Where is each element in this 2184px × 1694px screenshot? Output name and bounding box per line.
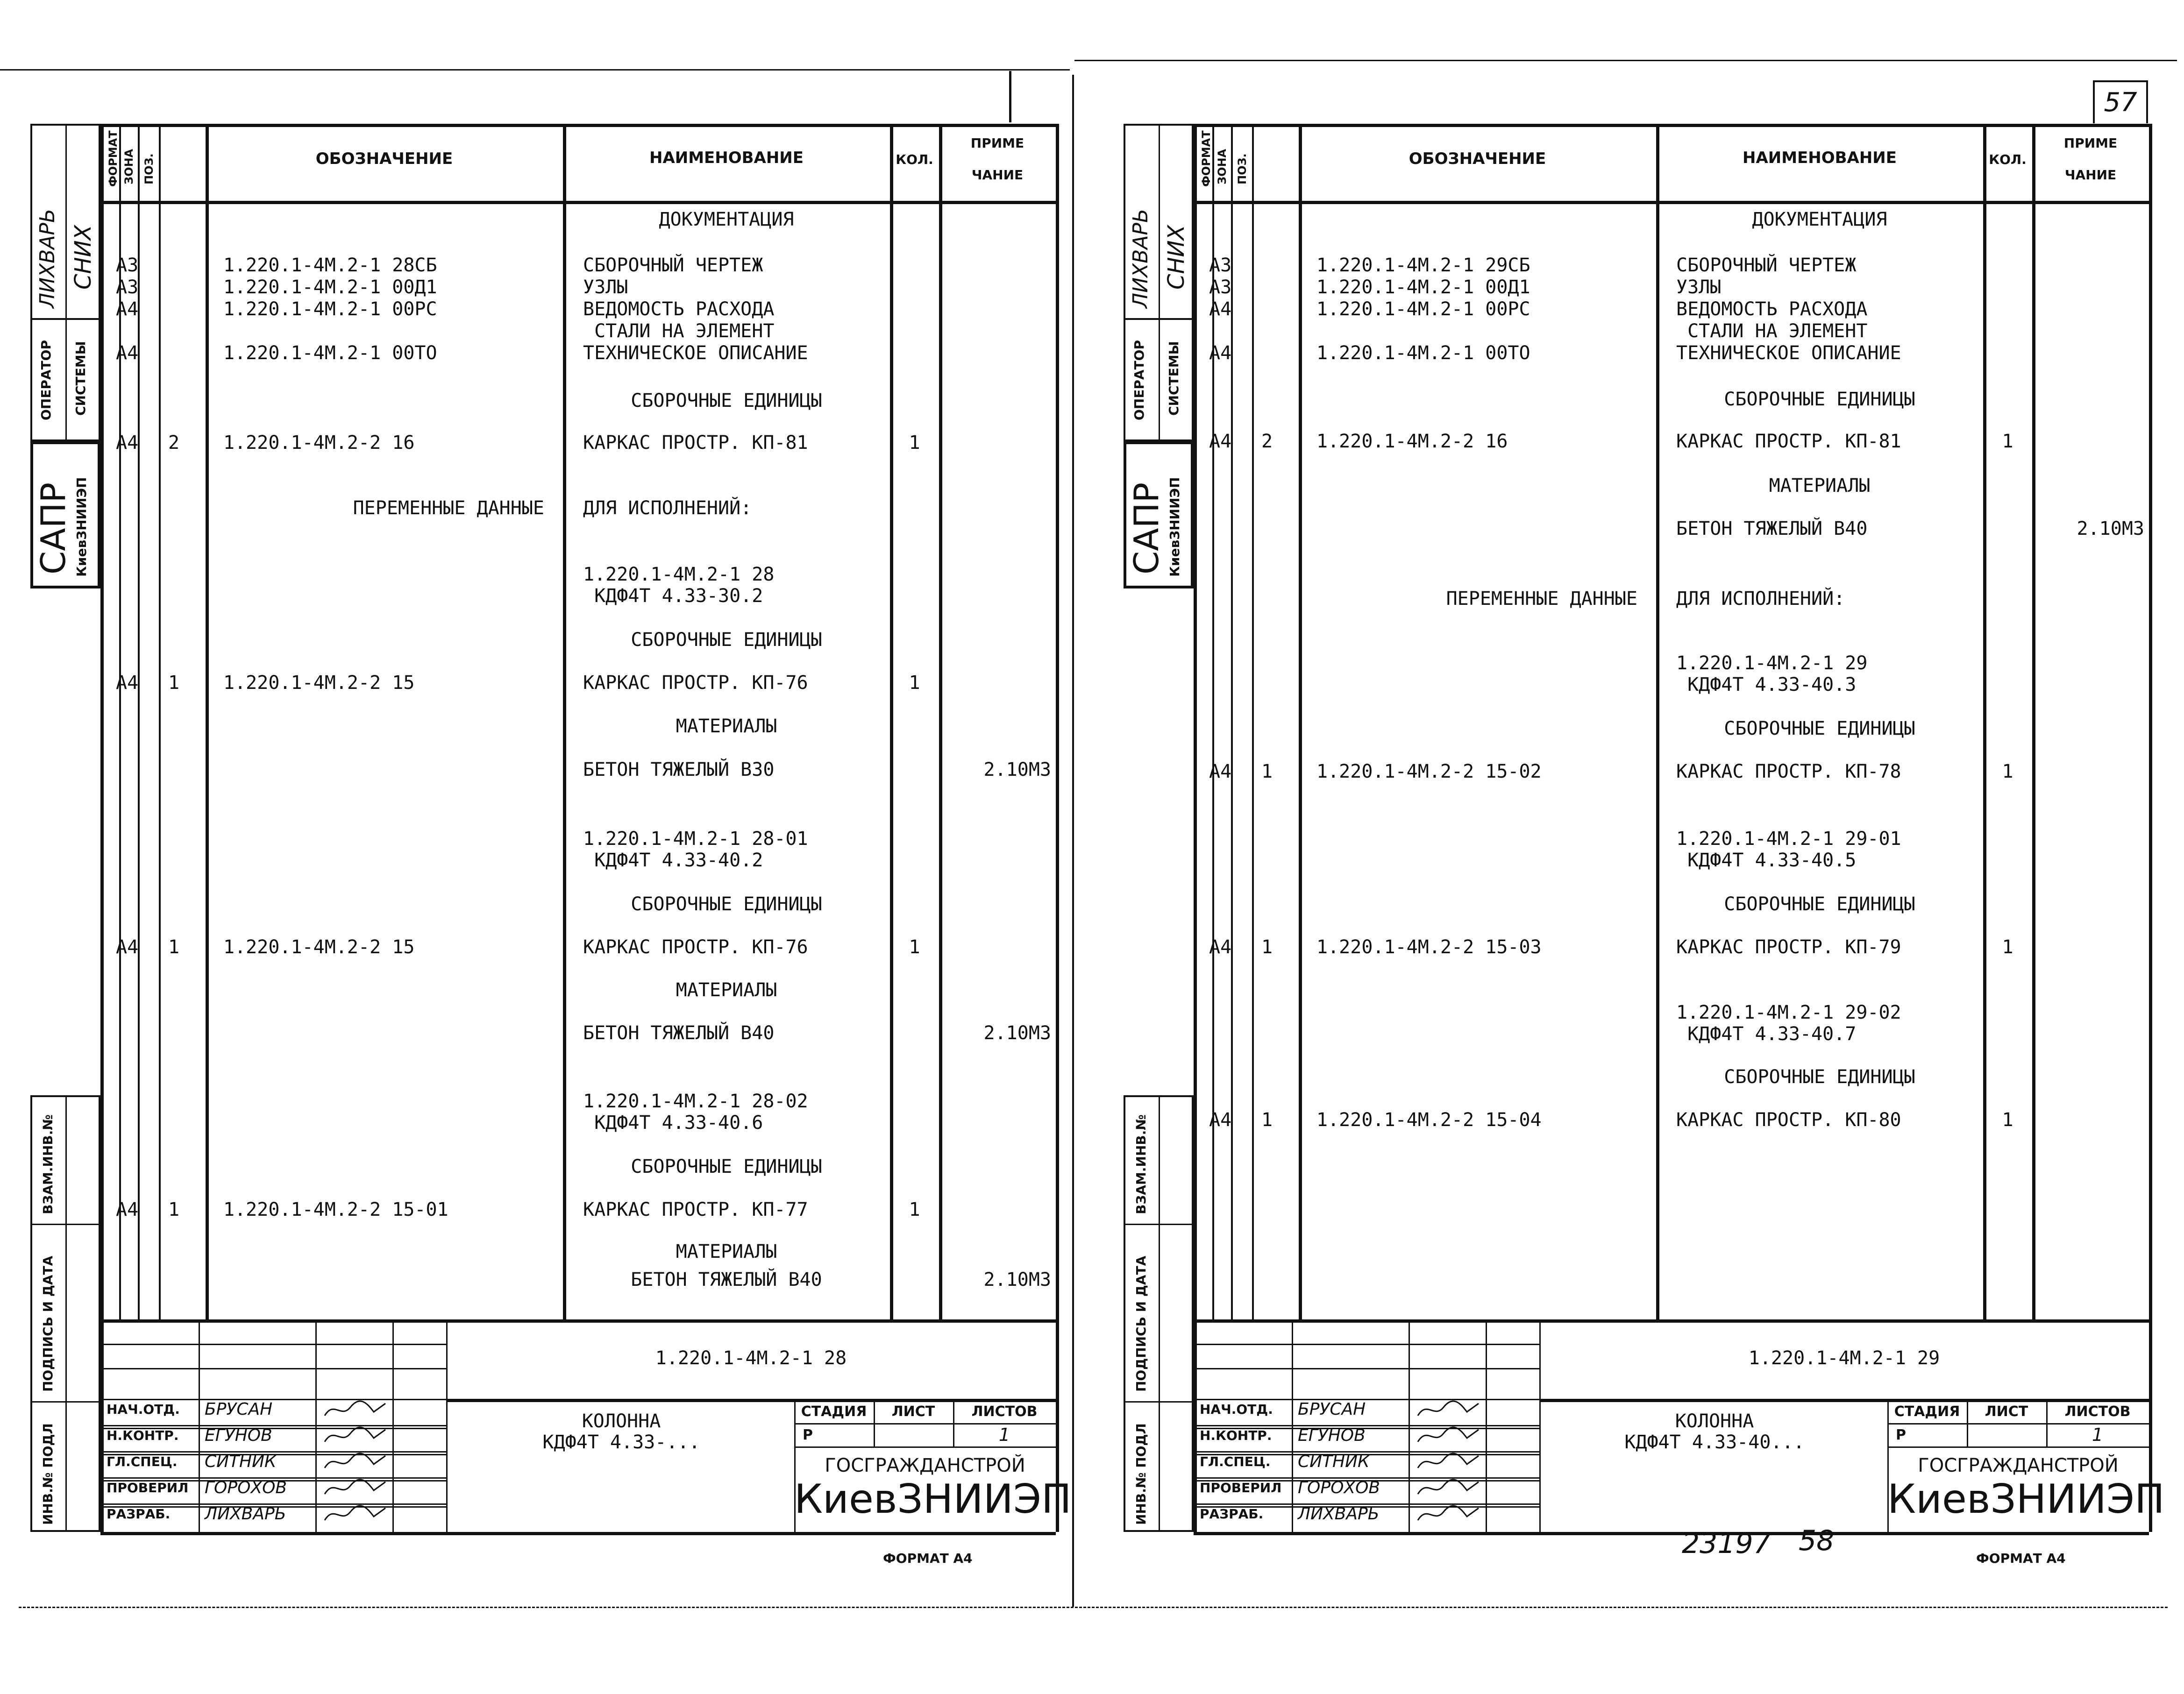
stamp-row-line bbox=[100, 1344, 446, 1345]
row-format: А3 bbox=[1209, 276, 1232, 298]
side-podpis-label: ПОДПИСЬ И ДАТА bbox=[40, 1255, 56, 1392]
stamp-name: ЕГУНОВ bbox=[205, 1426, 272, 1445]
side-name-1: ЛИХВАРЬ bbox=[1129, 208, 1152, 308]
document-code: 1.220.1-4М.2-1 28 bbox=[655, 1347, 847, 1369]
row-designation: 1.220.1-4М.2-2 15-02 bbox=[1316, 761, 1542, 782]
stamp-row-line bbox=[1194, 1368, 1539, 1369]
row-format: А4 bbox=[1209, 936, 1232, 958]
row-name: КАРКАС ПРОСТР. КП-81 bbox=[583, 432, 808, 454]
header-oboznachenie: ОБОЗНАЧЕНИЕ bbox=[315, 149, 453, 168]
side-divider bbox=[65, 320, 67, 441]
stamp-row-line bbox=[100, 1503, 446, 1505]
row-qty: 1 bbox=[2002, 761, 2013, 782]
side-name-2: СНИХ bbox=[70, 225, 96, 290]
row-zona-pos: 1 bbox=[1261, 1109, 1273, 1131]
row-name: ВЕДОМОСТЬ РАСХОДА bbox=[1676, 298, 1868, 320]
section-heading: СБОРОЧНЫЕ ЕДИНИЦЫ bbox=[1724, 718, 1915, 739]
stamp-role: Н.КОНТР. bbox=[1200, 1428, 1272, 1443]
row-designation: 1.220.1-4М.2-2 15-03 bbox=[1316, 936, 1542, 958]
row-zona-pos: 1 bbox=[168, 936, 180, 958]
sheet-left bbox=[0, 0, 1074, 1694]
header-prim-1: ПРИМЕ bbox=[970, 135, 1024, 151]
row-designation: 1.220.1-4М.2-2 15 bbox=[223, 672, 415, 694]
row-name: 1.220.1-4М.2-1 28-02 bbox=[583, 1091, 808, 1112]
row-name: ТЕХНИЧЕСКОЕ ОПИСАНИЕ bbox=[583, 342, 808, 364]
column-line bbox=[890, 124, 893, 1319]
header-kol: КОЛ. bbox=[896, 152, 933, 167]
stamp-row-line bbox=[100, 1368, 446, 1369]
stamp-row-line bbox=[1194, 1399, 1539, 1400]
column-line bbox=[1252, 124, 1254, 1319]
column-line bbox=[939, 124, 942, 1319]
header-format: ФОРМАТ bbox=[107, 130, 120, 187]
stamp-row-line bbox=[100, 1425, 446, 1426]
row-name: КДФ4Т 4.33-40.6 bbox=[583, 1112, 763, 1134]
section-heading: СБОРОЧНЫЕ ЕДИНИЦЫ bbox=[631, 629, 822, 651]
format-label: ФОРМАТ А4 bbox=[1976, 1551, 2066, 1566]
row-name: КДФ4Т 4.33-40.2 bbox=[583, 850, 763, 871]
side-row-line bbox=[30, 1224, 100, 1225]
column-line bbox=[206, 124, 209, 1319]
row-designation: 1.220.1-4М.2-1 28СБ bbox=[223, 255, 437, 276]
stamp-stadia-label: СТАДИЯ bbox=[801, 1403, 867, 1420]
row-zona-pos: 1 bbox=[168, 1199, 180, 1220]
signature bbox=[322, 1450, 388, 1473]
variable-data-label: ПЕРЕМЕННЫЕ ДАННЫЕ bbox=[1446, 588, 1637, 610]
side-name-2: СНИХ bbox=[1163, 225, 1189, 290]
row-format: А4 bbox=[1209, 431, 1232, 452]
stamp-role: РАЗРАБ. bbox=[107, 1506, 171, 1522]
signature bbox=[1416, 1503, 1481, 1525]
row-qty: 1 bbox=[909, 672, 920, 694]
row-note: 2.10М3 bbox=[983, 1022, 1051, 1044]
stamp-role: ГЛ.СПЕЦ. bbox=[107, 1454, 178, 1469]
column-line bbox=[1299, 124, 1302, 1319]
stamp-code-separator bbox=[446, 1399, 1056, 1402]
row-name: БЕТОН ТЯЖЕЛЫЙ В40 bbox=[1676, 518, 1868, 539]
variable-data-label: ПЕРЕМЕННЫЕ ДАННЫЕ bbox=[353, 497, 544, 519]
stamp-listov-value: 1 bbox=[2092, 1425, 2104, 1445]
stamp-stadia-value: Р bbox=[1896, 1427, 1906, 1443]
row-name: КДФ4Т 4.33-40.3 bbox=[1676, 674, 1857, 695]
row-name: КАРКАС ПРОСТР. КП-76 bbox=[583, 936, 808, 958]
row-designation: 1.220.1-4М.2-1 00Д1 bbox=[1316, 276, 1530, 298]
document-code: 1.220.1-4М.2-1 29 bbox=[1748, 1347, 1940, 1369]
header-format: ФОРМАТ bbox=[1200, 130, 1213, 187]
section-heading: МАТЕРИАЛЫ bbox=[676, 979, 777, 1001]
row-qty: 1 bbox=[909, 432, 920, 454]
frame-top bbox=[100, 124, 1056, 127]
stamp-stadia-label: СТАДИЯ bbox=[1894, 1403, 1960, 1420]
row-note: 2.10М3 bbox=[2077, 518, 2144, 539]
side-divider bbox=[65, 124, 67, 320]
row-name: 1.220.1-4М.2-1 29-01 bbox=[1676, 828, 1901, 850]
row-format: А3 bbox=[116, 255, 139, 276]
row-zona-pos: 1 bbox=[1261, 936, 1273, 958]
side-vzam-label: ВЗАМ.ИНВ.№ bbox=[1133, 1114, 1149, 1214]
stamp-row-line bbox=[1194, 1477, 1539, 1479]
signature bbox=[322, 1398, 388, 1420]
section-heading: БЕТОН ТЯЖЕЛЫЙ В40 bbox=[631, 1269, 822, 1290]
stamp-code-separator bbox=[1539, 1399, 2149, 1402]
stamp-listov-label: ЛИСТОВ bbox=[2064, 1403, 2131, 1420]
signature bbox=[322, 1503, 388, 1525]
stamp-row-line bbox=[794, 1446, 1056, 1448]
stamp-row-line bbox=[100, 1451, 446, 1453]
row-name: КДФ4Т 4.33-30.2 bbox=[583, 585, 763, 607]
column-line bbox=[2032, 124, 2035, 1319]
row-zona-pos: 2 bbox=[1261, 431, 1273, 452]
signature bbox=[1416, 1476, 1481, 1499]
signature bbox=[322, 1476, 388, 1499]
row-format: А4 bbox=[1209, 761, 1232, 782]
header-poz: ПОЗ. bbox=[142, 153, 156, 184]
header-zona: ЗОНА bbox=[1216, 149, 1229, 184]
side-divider bbox=[1159, 320, 1160, 441]
row-name: 1.220.1-4М.2-1 28-01 bbox=[583, 828, 808, 850]
side-divider bbox=[65, 1095, 67, 1532]
stamp-role: НАЧ.ОТД. bbox=[107, 1402, 180, 1417]
stamp-list-label: ЛИСТ bbox=[891, 1403, 935, 1420]
row-name: КДФ4Т 4.33-40.7 bbox=[1676, 1023, 1857, 1045]
archive-number: 23197 bbox=[1682, 1527, 1771, 1560]
stamp-role: ПРОВЕРИЛ bbox=[1200, 1480, 1282, 1496]
frame-right bbox=[2149, 124, 2152, 1532]
row-name: 1.220.1-4М.2-1 29 bbox=[1676, 652, 1868, 674]
row-format: А4 bbox=[1209, 298, 1232, 320]
row-qty: 1 bbox=[2002, 1109, 2013, 1131]
frame-top bbox=[1194, 124, 2149, 127]
row-name: СБОРОЧНЫЙ ЧЕРТЕЖ bbox=[1676, 255, 1857, 276]
header-prim-2: ЧАНИЕ bbox=[2064, 167, 2117, 183]
row-name: БЕТОН ТЯЖЕЛЫЙ В30 bbox=[583, 759, 775, 780]
organization-name: ГОСГРАЖДАНСТРОЙ bbox=[825, 1455, 1025, 1476]
side-row-line bbox=[30, 1401, 100, 1403]
row-designation: 1.220.1-4М.2-2 15-01 bbox=[223, 1199, 448, 1220]
format-label: ФОРМАТ А4 bbox=[883, 1551, 973, 1566]
row-qty: 1 bbox=[2002, 936, 2013, 958]
organization-short: КиевЗНИИЭП bbox=[794, 1476, 1072, 1523]
section-heading: ДОКУМЕНТАЦИЯ bbox=[1752, 209, 1887, 230]
stamp-role: НАЧ.ОТД. bbox=[1200, 1402, 1273, 1417]
stamp-listov-value: 1 bbox=[998, 1425, 1010, 1445]
side-invpodl-label: ИНВ.№ ПОДЛ bbox=[1133, 1423, 1149, 1525]
row-qty: 1 bbox=[2002, 431, 2013, 452]
row-designation: 1.220.1-4М.2-1 00ТО bbox=[1316, 342, 1530, 364]
stamp-role: РАЗРАБ. bbox=[1200, 1506, 1264, 1522]
column-line bbox=[159, 124, 161, 1319]
signature bbox=[322, 1424, 388, 1446]
row-name: КАРКАС ПРОСТР. КП-80 bbox=[1676, 1109, 1901, 1131]
row-name: КДФ4Т 4.33-40.5 bbox=[1676, 850, 1857, 871]
header-naimenovanie: НАИМЕНОВАНИЕ bbox=[649, 149, 804, 167]
header-zona: ЗОНА bbox=[122, 149, 135, 184]
stamp-name: СИТНИК bbox=[205, 1452, 277, 1471]
row-format: А4 bbox=[116, 432, 139, 454]
stamp-row-line bbox=[1887, 1446, 2149, 1448]
signature bbox=[1416, 1450, 1481, 1473]
stamp-row-line bbox=[1194, 1503, 1539, 1505]
organization-name: ГОСГРАЖДАНСТРОЙ bbox=[1918, 1455, 2119, 1476]
header-naimenovanie: НАИМЕНОВАНИЕ bbox=[1742, 149, 1897, 167]
stamp-row-line bbox=[1194, 1451, 1539, 1453]
side-podpis-label: ПОДПИСЬ И ДАТА bbox=[1133, 1255, 1149, 1392]
stamp-listov-label: ЛИСТОВ bbox=[971, 1403, 1038, 1420]
row-name: СБОРОЧНЫЙ ЧЕРТЕЖ bbox=[583, 255, 763, 276]
item-title: КОЛОННА bbox=[1675, 1410, 1754, 1432]
side-row-line bbox=[1124, 1401, 1194, 1403]
frame-bottom bbox=[100, 1532, 1056, 1535]
row-format: А3 bbox=[116, 276, 139, 298]
item-title: КОЛОННА bbox=[582, 1410, 661, 1432]
row-name: УЗЛЫ bbox=[583, 276, 628, 298]
row-name: ВЕДОМОСТЬ РАСХОДА bbox=[583, 298, 775, 320]
side-name-1: ЛИХВАРЬ bbox=[36, 208, 59, 308]
header-oboznachenie: ОБОЗНАЧЕНИЕ bbox=[1409, 149, 1546, 168]
row-qty: 1 bbox=[909, 936, 920, 958]
header-prim-1: ПРИМЕ bbox=[2063, 135, 2118, 151]
row-name: ТЕХНИЧЕСКОЕ ОПИСАНИЕ bbox=[1676, 342, 1901, 364]
row-name: КАРКАС ПРОСТР. КП-76 bbox=[583, 672, 808, 694]
section-heading: МАТЕРИАЛЫ bbox=[1769, 475, 1871, 496]
header-prim-2: ЧАНИЕ bbox=[971, 167, 1024, 183]
stamp-role: Н.КОНТР. bbox=[107, 1428, 179, 1443]
row-name: СТАЛИ НА ЭЛЕМЕНТ bbox=[583, 320, 775, 342]
row-zona-pos: 1 bbox=[1261, 761, 1273, 782]
stamp-row-line bbox=[100, 1477, 446, 1479]
signature bbox=[1416, 1398, 1481, 1420]
stamp-top bbox=[100, 1319, 1056, 1323]
stamp-row-line bbox=[1194, 1425, 1539, 1426]
side-kiev: КиевЗНИИЭП bbox=[74, 477, 89, 577]
row-designation: 1.220.1-4М.2-1 29СБ bbox=[1316, 255, 1530, 276]
stamp-name: ЕГУНОВ bbox=[1298, 1426, 1366, 1445]
side-divider bbox=[1159, 124, 1160, 320]
section-heading: СБОРОЧНЫЕ ЕДИНИЦЫ bbox=[1724, 1066, 1915, 1088]
row-note: 2.10М3 bbox=[983, 1269, 1051, 1290]
header-kol: КОЛ. bbox=[1989, 152, 2027, 167]
sheet-right bbox=[1093, 0, 2168, 1694]
row-format: А4 bbox=[116, 342, 139, 364]
stamp-name: СИТНИК bbox=[1298, 1452, 1370, 1471]
row-name: УЗЛЫ bbox=[1676, 276, 1722, 298]
frame-right bbox=[1056, 124, 1059, 1532]
header-separator bbox=[1194, 201, 2149, 204]
side-divider bbox=[1159, 1095, 1160, 1532]
row-format: А4 bbox=[1209, 342, 1232, 364]
stamp-row-line bbox=[100, 1399, 446, 1400]
stamp-name: БРУСАН bbox=[1298, 1400, 1366, 1419]
row-name: КАРКАС ПРОСТР. КП-78 bbox=[1676, 761, 1901, 782]
stamp-name: ЛИХВАРЬ bbox=[1298, 1504, 1380, 1524]
column-line bbox=[1983, 124, 1986, 1319]
section-heading: СБОРОЧНЫЕ ЕДИНИЦЫ bbox=[631, 390, 822, 411]
stamp-top bbox=[1194, 1319, 2149, 1323]
row-zona-pos: 1 bbox=[168, 672, 180, 694]
row-name: СТАЛИ НА ЭЛЕМЕНТ bbox=[1676, 320, 1868, 342]
row-zona-pos: 2 bbox=[168, 432, 180, 454]
row-designation: 1.220.1-4М.2-1 00РС bbox=[1316, 298, 1530, 320]
row-designation: 1.220.1-4М.2-1 00ТО bbox=[223, 342, 437, 364]
item-mark: КДФ4Т 4.33-... bbox=[542, 1432, 700, 1453]
row-name: КАРКАС ПРОСТР. КП-81 bbox=[1676, 431, 1901, 452]
row-format: А4 bbox=[116, 1199, 139, 1220]
row-format: А4 bbox=[1209, 1109, 1232, 1131]
side-systems-label: СИСТЕМЫ bbox=[73, 341, 88, 416]
row-name: ДЛЯ ИСПОЛНЕНИЙ: bbox=[1676, 588, 1845, 610]
section-heading: СБОРОЧНЫЕ ЕДИНИЦЫ bbox=[1724, 389, 1915, 410]
row-format: А4 bbox=[116, 936, 139, 958]
section-heading: СБОРОЧНЫЕ ЕДИНИЦЫ bbox=[631, 893, 822, 915]
row-designation: 1.220.1-4М.2-2 16 bbox=[1316, 431, 1508, 452]
side-invpodl-label: ИНВ.№ ПОДЛ bbox=[40, 1423, 56, 1525]
side-sapr: САПР bbox=[34, 482, 73, 574]
row-name: КАРКАС ПРОСТР. КП-77 bbox=[583, 1199, 808, 1220]
organization-short: КиевЗНИИЭП bbox=[1887, 1476, 2165, 1523]
stamp-list-label: ЛИСТ bbox=[1985, 1403, 2028, 1420]
row-name: ДЛЯ ИСПОЛНЕНИЙ: bbox=[583, 497, 752, 519]
row-note: 2.10М3 bbox=[983, 759, 1051, 780]
row-designation: 1.220.1-4М.2-1 00Д1 bbox=[223, 276, 437, 298]
stamp-stadia-value: Р bbox=[803, 1427, 813, 1443]
stamp-role: ПРОВЕРИЛ bbox=[107, 1480, 189, 1496]
side-operator-label: ОПЕРАТОР bbox=[38, 340, 54, 420]
row-qty: 1 bbox=[909, 1199, 920, 1220]
side-operator-label: ОПЕРАТОР bbox=[1131, 340, 1147, 420]
page-number: 58 bbox=[1799, 1524, 1835, 1557]
header-separator bbox=[100, 201, 1056, 204]
signature bbox=[1416, 1424, 1481, 1446]
row-name: БЕТОН ТЯЖЕЛЫЙ В40 bbox=[583, 1022, 775, 1044]
row-format: А4 bbox=[116, 298, 139, 320]
section-heading: ДОКУМЕНТАЦИЯ bbox=[659, 209, 794, 230]
side-row-line bbox=[1124, 1224, 1194, 1225]
stamp-name: БРУСАН bbox=[205, 1400, 273, 1419]
stamp-role: ГЛ.СПЕЦ. bbox=[1200, 1454, 1271, 1469]
section-heading: МАТЕРИАЛЫ bbox=[676, 716, 777, 737]
frame-bottom bbox=[1194, 1532, 2149, 1535]
section-heading: СБОРОЧНЫЕ ЕДИНИЦЫ bbox=[1724, 893, 1915, 915]
row-designation: 1.220.1-4М.2-2 15 bbox=[223, 936, 415, 958]
side-systems-label: СИСТЕМЫ bbox=[1166, 341, 1181, 416]
row-format: А3 bbox=[1209, 255, 1232, 276]
row-designation: 1.220.1-4М.2-2 16 bbox=[223, 432, 415, 454]
section-heading: МАТЕРИАЛЫ bbox=[676, 1241, 777, 1262]
stamp-name: ГОРОХОВ bbox=[1298, 1478, 1380, 1497]
side-kiev: КиевЗНИИЭП bbox=[1167, 477, 1182, 577]
row-designation: 1.220.1-4М.2-1 00РС bbox=[223, 298, 437, 320]
row-format: А4 bbox=[116, 672, 139, 694]
side-sapr: САПР bbox=[1127, 482, 1166, 574]
side-vzam-label: ВЗАМ.ИНВ.№ bbox=[40, 1114, 56, 1214]
section-heading: СБОРОЧНЫЕ ЕДИНИЦЫ bbox=[631, 1156, 822, 1177]
stamp-name: ГОРОХОВ bbox=[205, 1478, 287, 1497]
stamp-row-line bbox=[1194, 1344, 1539, 1345]
row-name: КАРКАС ПРОСТР. КП-79 bbox=[1676, 936, 1901, 958]
stamp-name: ЛИХВАРЬ bbox=[205, 1504, 286, 1524]
row-name: 1.220.1-4М.2-1 28 bbox=[583, 564, 775, 585]
header-poz: ПОЗ. bbox=[1236, 153, 1249, 184]
item-mark: КДФ4Т 4.33-40... bbox=[1624, 1432, 1805, 1453]
row-designation: 1.220.1-4М.2-2 15-04 bbox=[1316, 1109, 1542, 1131]
sheet-number: 57 bbox=[2104, 87, 2137, 118]
row-name: 1.220.1-4М.2-1 29-02 bbox=[1676, 1002, 1901, 1023]
